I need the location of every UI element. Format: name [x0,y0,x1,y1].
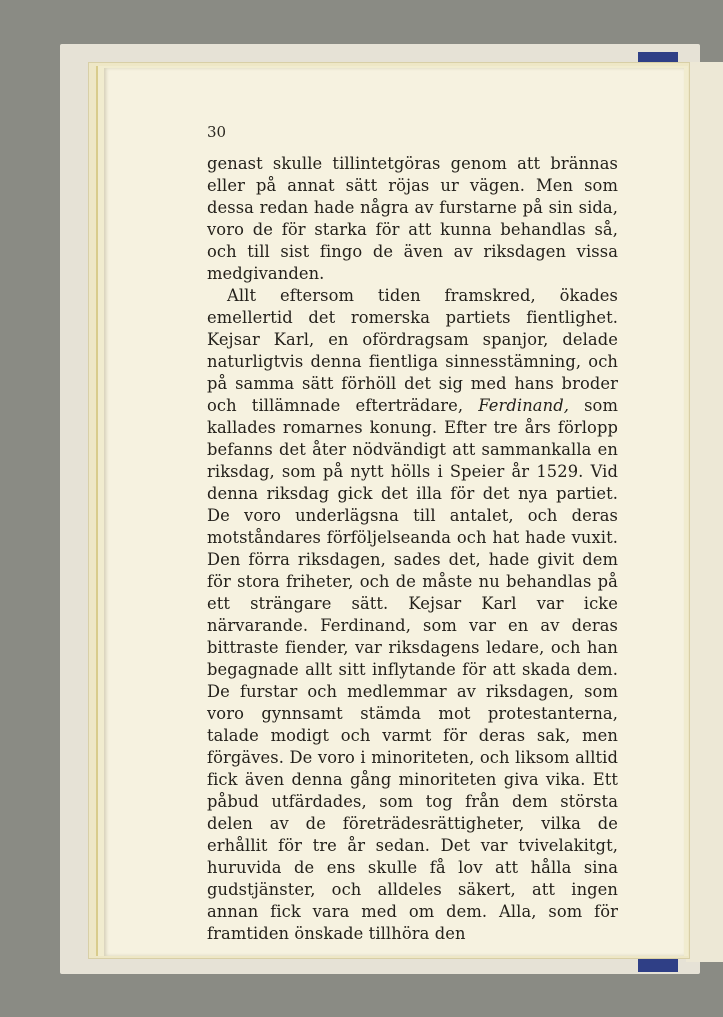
italic-name: Ferdinand, [478,396,569,415]
body-text [207,153,618,945]
paragraph-text: som kallades romarnes konung. Efter tre års förlopp befanns det åter nödvändigt att sammankalla en riksdag, som på nytt hölls i Speier år 1529. Vid denna riksdag gick det illa för det nya partiet. De voro underlägsna till antalet, och deras motståndares förföljelseanda och hat hade vuxit. Den förra riksdagen, sades det, hade givit dem för stora friheter, och de måste nu behandlas på ett strängare sätt. Kejsar Karl var icke närvarande. Ferdinand, som var en av deras bittraste fiender, var riksdagens ledare, och han begagnade allt sitt inflytande för att skada dem. De furstar och medlemmar av riksdagen, som voro gynnsamt stämda mot protestanterna, talade modigt och varmt för deras sak, men förgäves. De voro i minoriteten, och liksom alltid fick även denna gång minoriteten giva vika. Ett påbud utfärdades, som tog från dem största delen av de företrädesrättigheter, vilka de erhållit för tre år sedan. Det var tvivelakitgt, huruvida de ens skulle få lov att hålla sina gudstjänster, och alldeles säkert, att ingen annan fick vara med om dem. Alla, som för framtiden önskade tillhöra den [207,396,618,943]
facing-page-edge [686,62,723,962]
paragraph-text: Allt eftersom tiden framskred, ökades emellertid det romerska partiets fientlighet. Kejsar Karl, en ofördragsam spanjor, delade naturligtvis denna fientliga sinnesstämning, och på samma sätt förhöll det sig med hans broder och tillämnade efterträdare, [207,286,618,415]
book-page [104,68,684,956]
paragraph-1 [207,153,618,285]
paragraph-text: genast skulle tillintetgöras genom att brännas eller på annat sätt röjas ur vägen. Men som dessa redan hade några av furstarne på sin sida, voro de för starka för att kunna behandlas så, och till sist fingo de även av riksdagen vissa medgivanden. [207,154,618,283]
paragraph-2 [207,285,618,945]
page-number: 30 [207,123,227,141]
